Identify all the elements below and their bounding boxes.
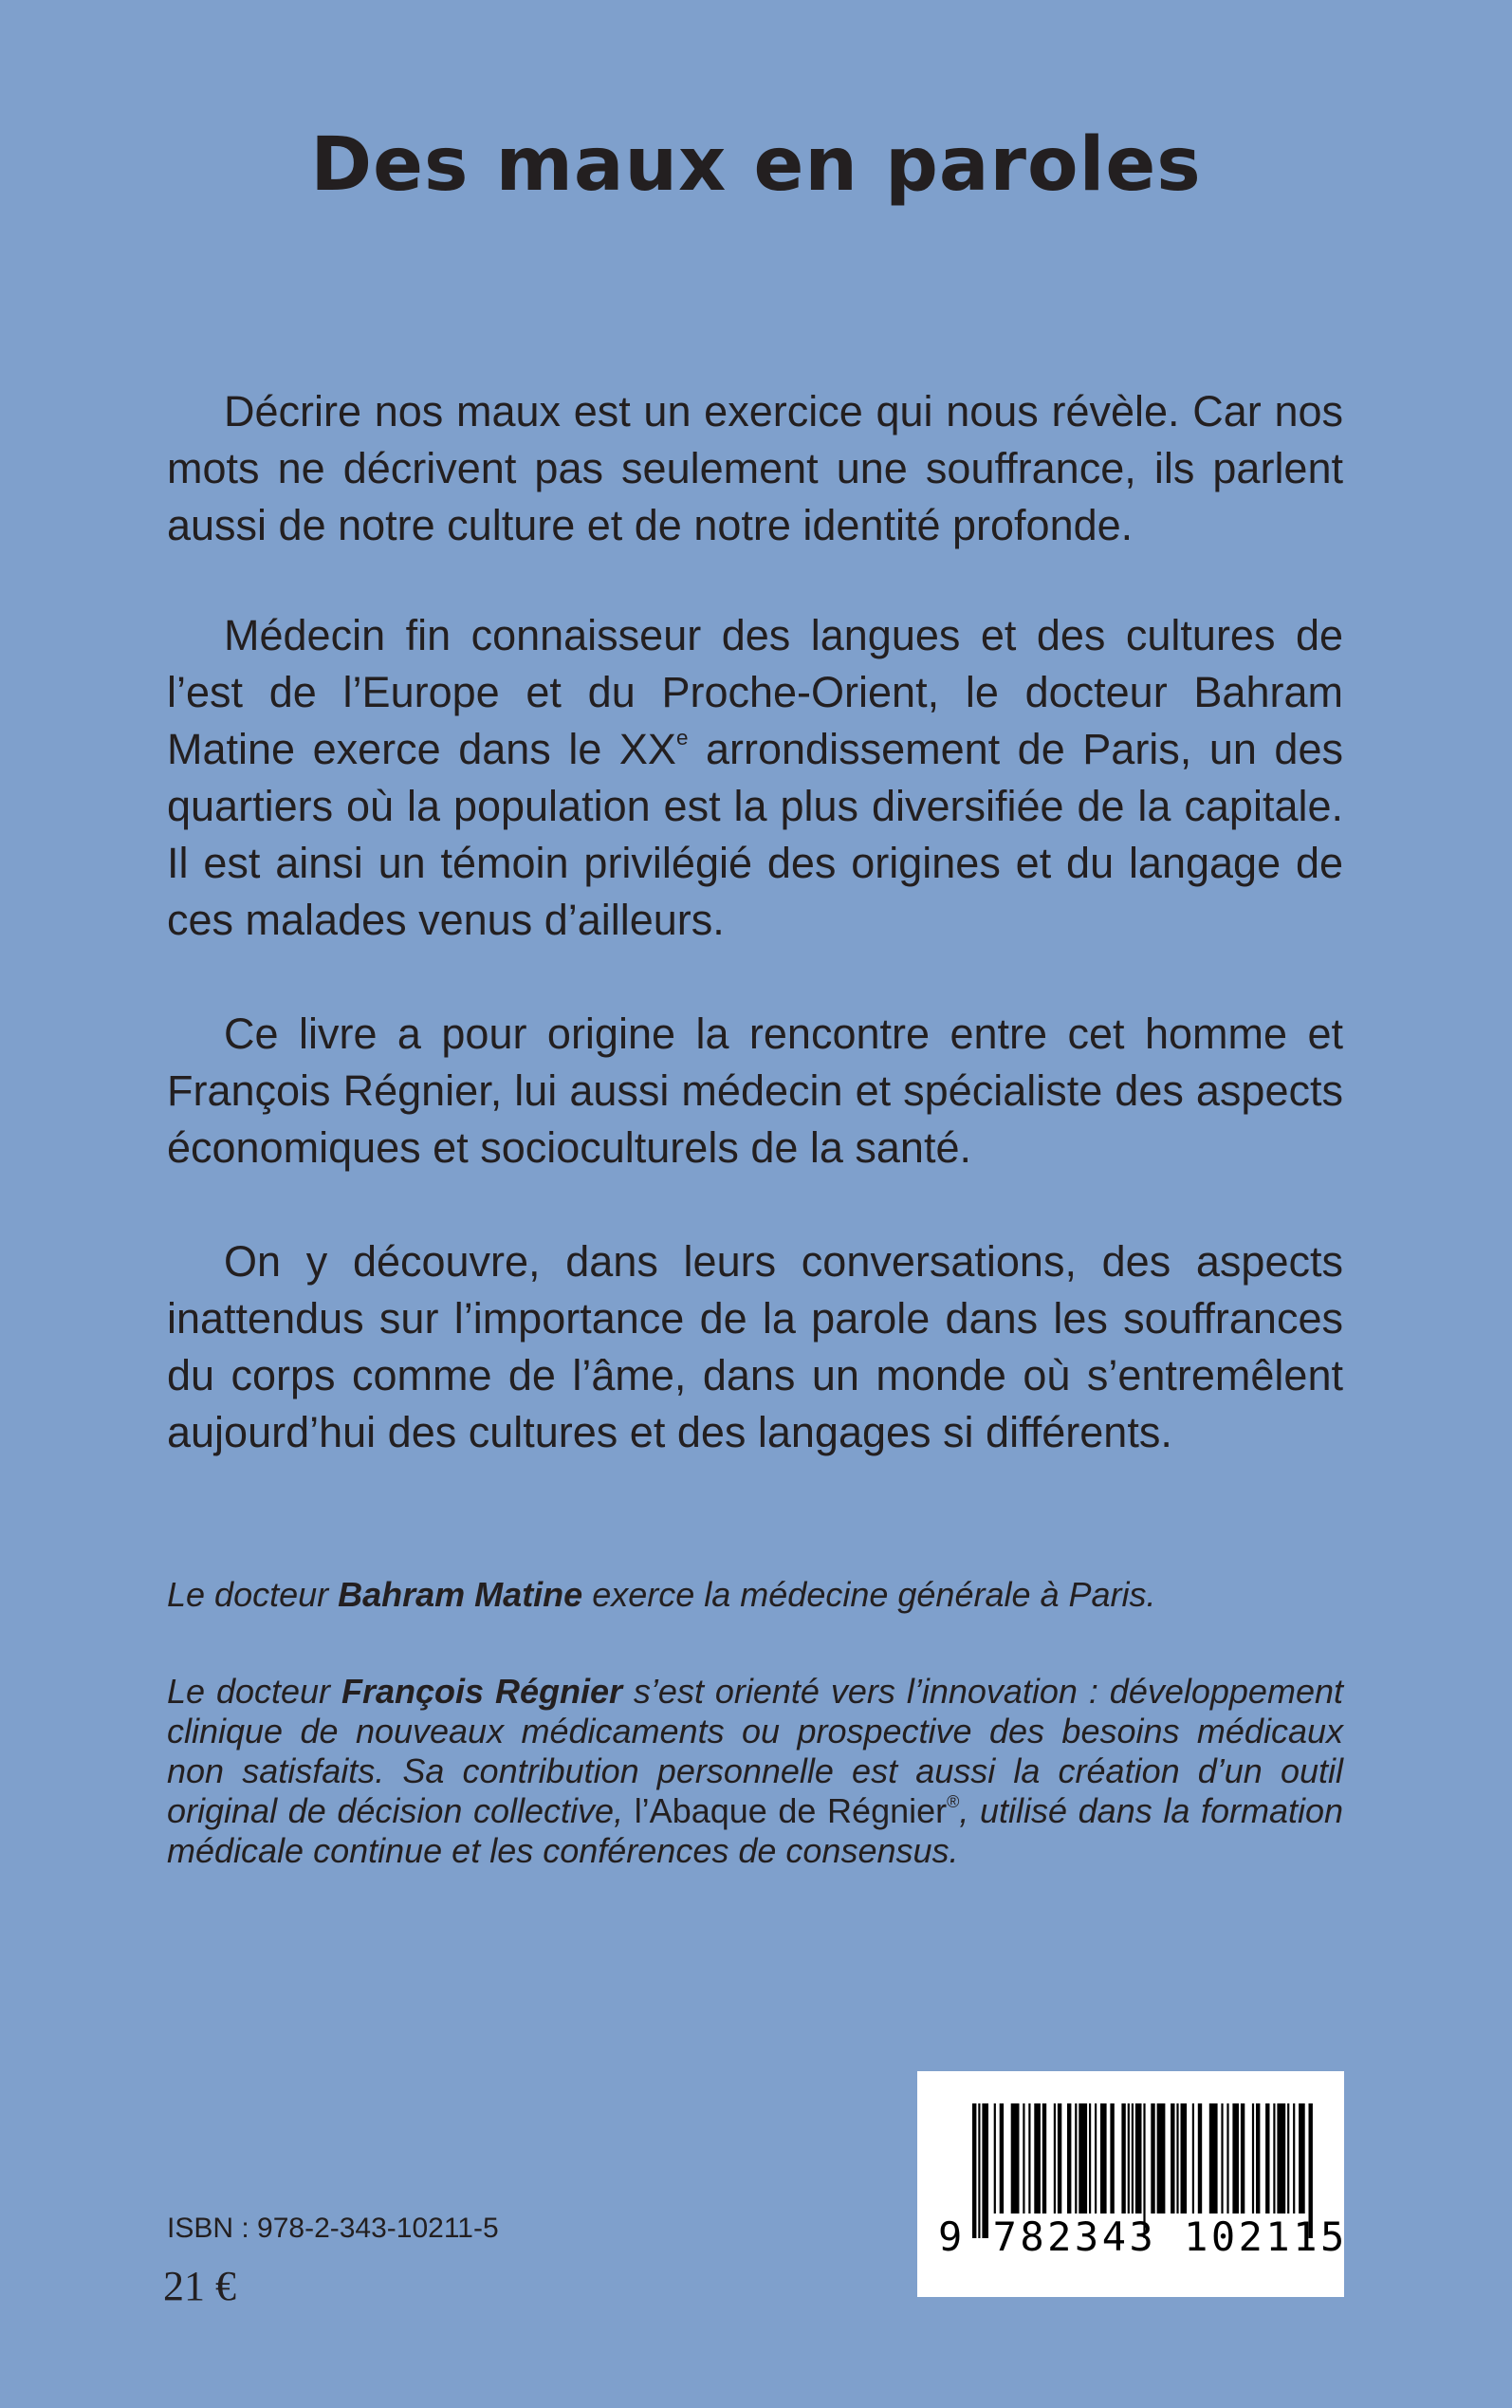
paragraph-text: Décrire nos maux est un exercice qui nous révèle. Car nos mots ne décrivent pas seulement une souffrance, ils parlent aussi de notre culture et de notre identité profonde. [167, 387, 1343, 549]
book-title: Des maux en paroles [310, 122, 1202, 208]
isbn: ISBN : 978-2-343-10211-5 [167, 2213, 499, 2244]
barcode-bar [1157, 2103, 1166, 2214]
barcode-bar [1075, 2103, 1077, 2214]
barcode-bar [1192, 2103, 1194, 2214]
barcode-bar [1095, 2103, 1097, 2214]
barcode-bar [994, 2103, 996, 2214]
barcode-bar [1256, 2103, 1260, 2214]
registered-symbol: ® [947, 1791, 960, 1811]
barcode-bar [1121, 2103, 1125, 2214]
description-paragraph-4 [167, 1233, 1343, 1461]
bio-text: s’est orienté vers l’innovation : développement clinique de nouveaux médicaments ou prospective des besoins médicaux non satisfaits. Sa contribution personnelle est aussi la création d’un outil original de décision collective, [167, 1672, 1343, 1830]
barcode-bar [1011, 2103, 1020, 2214]
barcode-bar [1054, 2103, 1056, 2214]
barcode-bar [1000, 2103, 1004, 2214]
bio-prefix: Le docteur [167, 1575, 339, 1614]
barcode [917, 2071, 1348, 2297]
barcode-bar [1277, 2103, 1285, 2214]
barcode-bars [917, 2071, 1348, 2297]
bio-text: , utilisé dans la formation médicale continue et les conférences de consensus. [167, 1791, 1344, 1870]
author-bio-regnier [167, 1672, 1343, 1871]
barcode-digits: 9 782343 102115 [938, 2214, 1348, 2260]
paragraph-text-part: Médecin fin connaisseur des langues et des cultures de l’est de l’Europe et du Proche-Orient, le docteur Bahram Matine exerce dans le XX [167, 611, 1343, 773]
barcode-bar [1241, 2103, 1245, 2214]
barcode-bar [1252, 2103, 1254, 2214]
author-name: François Régnier [341, 1672, 622, 1711]
barcode-bar [1293, 2103, 1295, 2214]
description-paragraph-1 [167, 383, 1343, 554]
barcode-bar [1273, 2103, 1275, 2214]
bio-prefix: Le docteur [167, 1672, 341, 1711]
paragraph-text [167, 607, 1343, 949]
barcode-bar [1181, 2103, 1188, 2214]
barcode-bar [1028, 2103, 1030, 2214]
barcode-bar [1226, 2103, 1228, 2214]
barcode-bar [1128, 2103, 1130, 2214]
barcode-bar [1089, 2103, 1091, 2214]
description-paragraph-3 [167, 1006, 1343, 1176]
paragraph-text: On y découvre, dans leurs conversations, des aspects inattendus sur l’importance de la parole dans les souffrances du corps comme de l’âme, dans un monde où s’entremêlent aujourd’hui des cultures et des langages si différents. [167, 1237, 1343, 1456]
trademark-name: l’Abaque de Régnier [634, 1791, 948, 1830]
barcode-bar [1079, 2103, 1087, 2214]
barcode-bar [1058, 2103, 1061, 2214]
barcode-bar [1100, 2103, 1107, 2214]
barcode-bar [1299, 2103, 1305, 2214]
barcode-bar [1232, 2103, 1239, 2214]
barcode-bar [1198, 2103, 1202, 2214]
barcode-bar [1042, 2103, 1046, 2214]
barcode-bar [1110, 2103, 1114, 2214]
bio-text: exerce la médecine générale à Paris. [582, 1575, 1156, 1614]
barcode-bar [1221, 2103, 1223, 2214]
description-paragraph-2 [167, 607, 1343, 949]
price: 21 € [163, 2263, 236, 2309]
barcode-bar [1067, 2103, 1071, 2214]
barcode-bar [1171, 2103, 1174, 2214]
barcode-bar [1023, 2103, 1024, 2214]
author-bio-matine [167, 1575, 1343, 1615]
barcode-bar [1132, 2103, 1134, 2214]
barcode-bar [1151, 2103, 1154, 2214]
barcode-bar [1287, 2103, 1289, 2214]
author-name: Bahram Matine [338, 1575, 583, 1614]
paragraph-text: Ce livre a pour origine la rencontre entre cet homme et François Régnier, lui aussi médecin et spécialiste des aspects économiques et socioculturels de la santé. [167, 1010, 1343, 1172]
paragraph-text-part: arrondissement de Paris, un des quartiers où la population est la plus diversifiée de la capitale. Il est ainsi un témoin privilégié des origines et du langage de ces malades venus d’ailleurs. [167, 725, 1343, 944]
barcode-bar [1265, 2103, 1269, 2214]
barcode-bar [1034, 2103, 1041, 2214]
barcode-bar [1209, 2103, 1218, 2214]
superscript-e: e [675, 725, 689, 750]
barcode-bar [1176, 2103, 1178, 2214]
barcode-bar [1135, 2103, 1142, 2214]
